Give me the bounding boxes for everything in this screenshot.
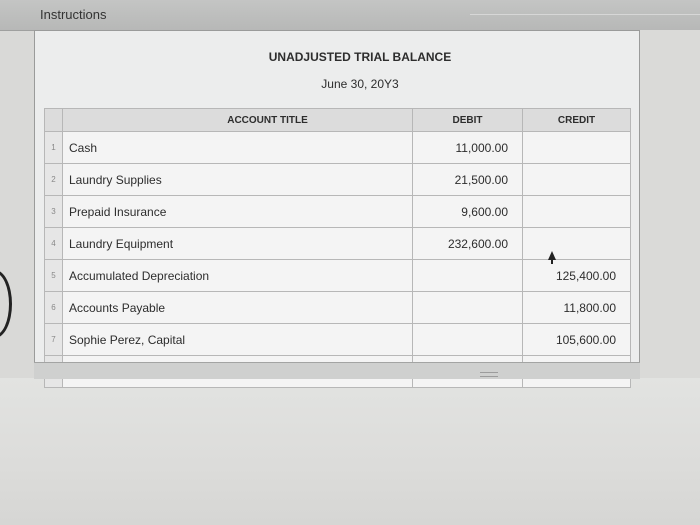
- account-title-cell[interactable]: Accounts Payable: [63, 292, 413, 324]
- top-bar: [0, 0, 700, 31]
- table-row: [45, 196, 631, 228]
- report-date: June 30, 20Y3: [321, 77, 399, 91]
- row-number: 6: [45, 292, 63, 324]
- row-number: 3: [45, 196, 63, 228]
- debit-cell[interactable]: [413, 324, 523, 356]
- panel-scroll-footer: [34, 362, 640, 379]
- table-header-row: [45, 109, 631, 132]
- credit-cell[interactable]: [523, 228, 631, 260]
- account-title-cell[interactable]: Sophie Perez, Capital: [63, 324, 413, 356]
- table-row: [45, 132, 631, 164]
- account-title-cell[interactable]: Laundry Equipment: [63, 228, 413, 260]
- header-rownum: [45, 109, 63, 132]
- mouse-cursor-tail: [551, 259, 553, 264]
- background-bottom: [0, 378, 700, 525]
- resize-grip-icon[interactable]: [480, 372, 498, 377]
- credit-cell[interactable]: [523, 132, 631, 164]
- credit-cell[interactable]: [523, 164, 631, 196]
- debit-cell[interactable]: 9,600.00: [413, 196, 523, 228]
- table-row: [45, 228, 631, 260]
- account-title-cell[interactable]: Laundry Supplies: [63, 164, 413, 196]
- table-row: [45, 260, 631, 292]
- instructions-tab[interactable]: Instructions: [40, 7, 107, 22]
- credit-cell[interactable]: 11,800.00: [523, 292, 631, 324]
- credit-cell[interactable]: 125,400.00: [523, 260, 631, 292]
- row-number: 2: [45, 164, 63, 196]
- background-right: [640, 30, 700, 378]
- debit-cell[interactable]: 11,000.00: [413, 132, 523, 164]
- header-credit: CREDIT: [523, 109, 631, 132]
- account-title-cell[interactable]: Prepaid Insurance: [63, 196, 413, 228]
- top-divider: [470, 0, 700, 15]
- row-number: 4: [45, 228, 63, 260]
- trial-balance-table-wrapper[interactable]: [44, 108, 630, 362]
- header-account-title: ACCOUNT TITLE: [63, 109, 413, 132]
- circle-shape-icon: [0, 270, 12, 338]
- row-number: 1: [45, 132, 63, 164]
- report-title: UNADJUSTED TRIAL BALANCE: [268, 50, 452, 64]
- debit-cell[interactable]: [413, 292, 523, 324]
- debit-cell[interactable]: 232,600.00: [413, 228, 523, 260]
- debit-cell[interactable]: [413, 260, 523, 292]
- table-row: [45, 164, 631, 196]
- row-number: 5: [45, 260, 63, 292]
- table-row: [45, 292, 631, 324]
- row-number: 7: [45, 324, 63, 356]
- debit-cell[interactable]: 21,500.00: [413, 164, 523, 196]
- credit-cell[interactable]: 105,600.00: [523, 324, 631, 356]
- account-title-cell[interactable]: Cash: [63, 132, 413, 164]
- header-debit: DEBIT: [413, 109, 523, 132]
- trial-balance-table: [44, 108, 631, 388]
- credit-cell[interactable]: [523, 196, 631, 228]
- account-title-cell[interactable]: Accumulated Depreciation: [63, 260, 413, 292]
- table-row: [45, 324, 631, 356]
